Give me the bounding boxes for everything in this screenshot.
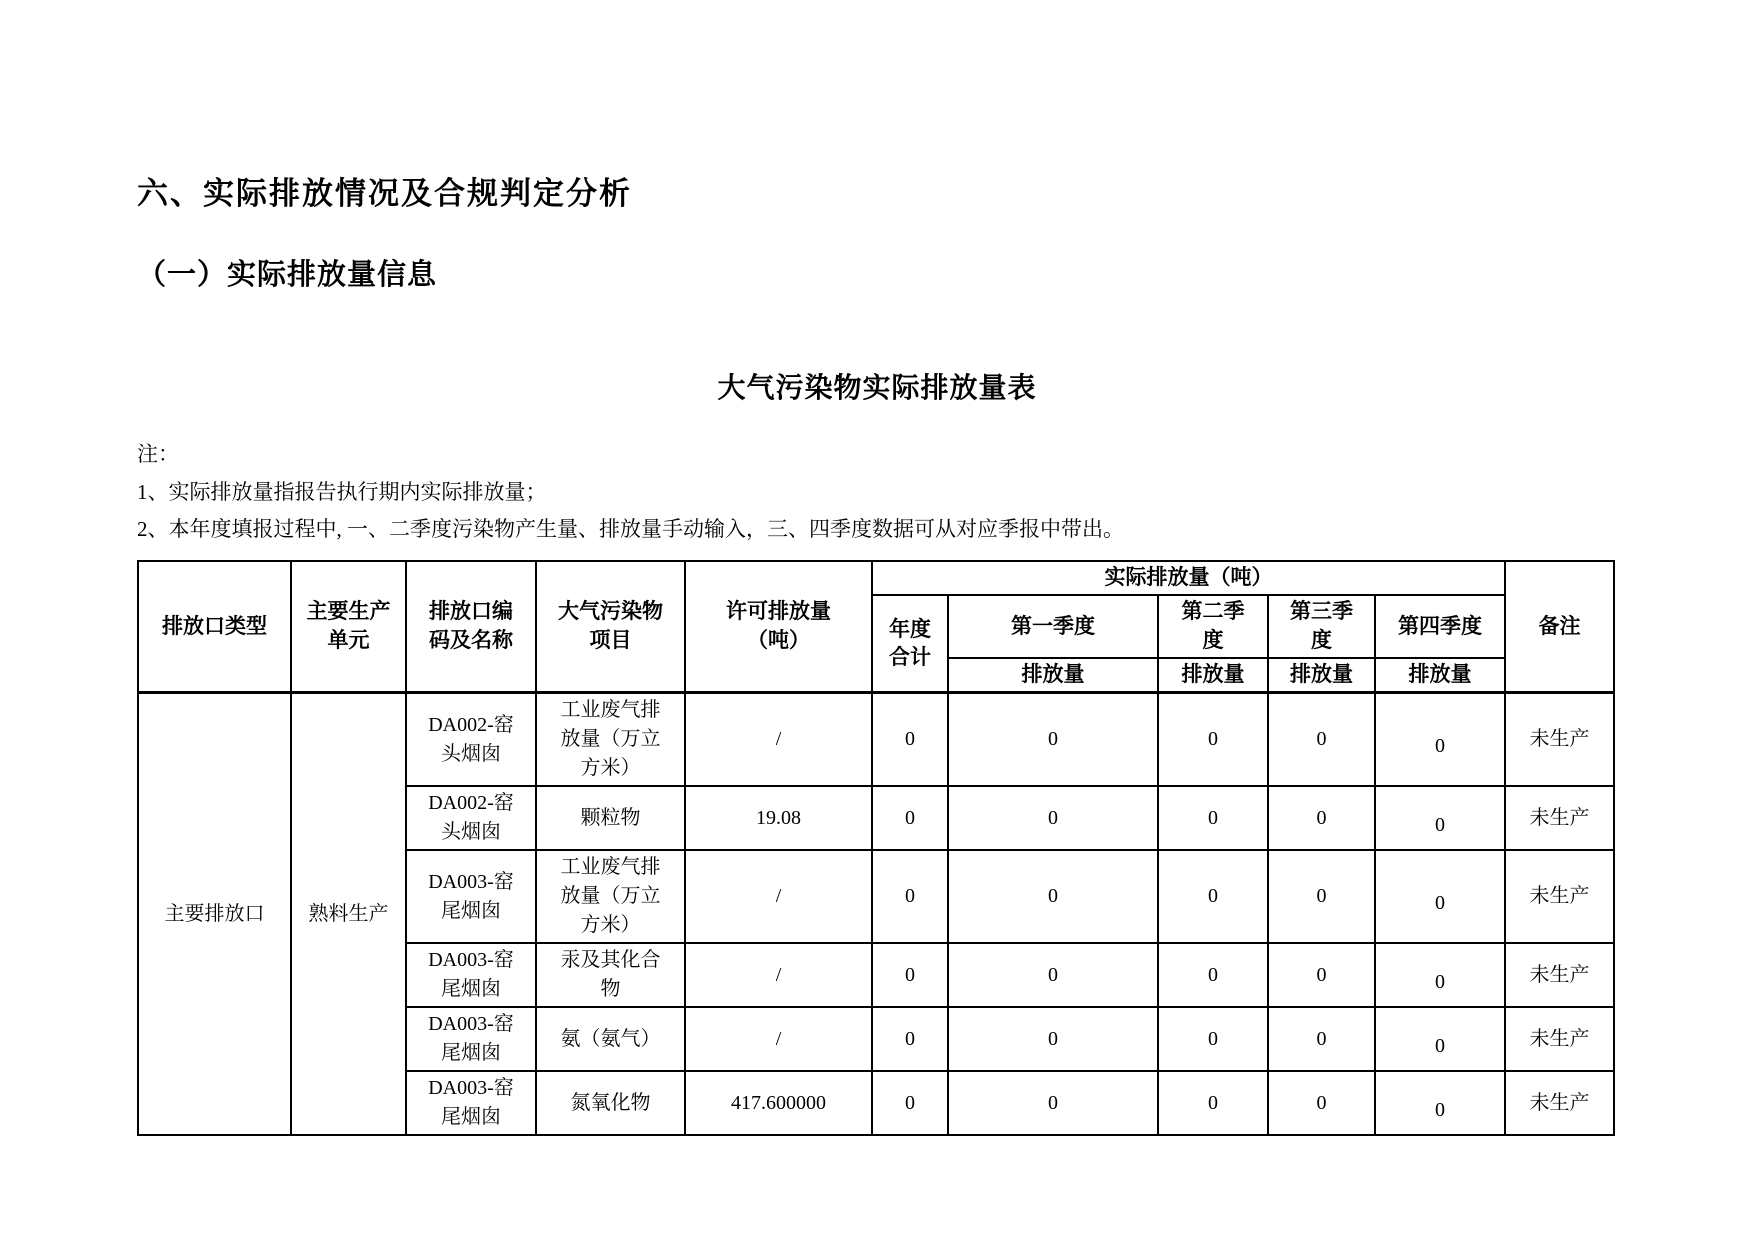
outlet-type-cell: 主要排放口 xyxy=(138,693,291,1136)
q4-emission-cell: 0 xyxy=(1375,693,1505,787)
q2-emission-cell: 0 xyxy=(1158,786,1268,850)
col-header-annual-total: 年度合计 xyxy=(872,595,948,693)
permitted-cell: / xyxy=(685,693,872,787)
permitted-cell: 417.600000 xyxy=(685,1071,872,1135)
outlet-code-cell: DA002-窑头烟囱 xyxy=(406,693,536,787)
q3-emission-cell: 0 xyxy=(1268,943,1375,1007)
remark-cell: 未生产 xyxy=(1505,693,1614,787)
pollutant-cell: 工业废气排放量（万立方米） xyxy=(536,693,685,787)
q1-emission-cell: 0 xyxy=(948,1007,1158,1071)
q2-emission-cell: 0 xyxy=(1158,1071,1268,1135)
q3-emission-cell: 0 xyxy=(1268,1071,1375,1135)
q4-emission-cell: 0 xyxy=(1375,786,1505,850)
outlet-code-cell: DA003-窑尾烟囱 xyxy=(406,1071,536,1135)
col-header-outlet-type: 排放口类型 xyxy=(138,561,291,693)
table-row xyxy=(138,693,1614,787)
col-header-q3: 第三季度 xyxy=(1268,595,1375,658)
col-header-q1-emission: 排放量 xyxy=(948,658,1158,693)
outlet-code-cell: DA003-窑尾烟囱 xyxy=(406,850,536,943)
remark-cell: 未生产 xyxy=(1505,943,1614,1007)
table-title: 大气污染物实际排放量表 xyxy=(717,372,1037,403)
q3-emission-cell: 0 xyxy=(1268,850,1375,943)
outlet-code-cell: DA002-窑头烟囱 xyxy=(406,786,536,850)
col-header-q4: 第四季度 xyxy=(1375,595,1505,658)
remark-cell: 未生产 xyxy=(1505,786,1614,850)
annual-total-cell: 0 xyxy=(872,693,948,787)
emission-table xyxy=(137,560,1615,1136)
section-heading: 六、实际排放情况及合规判定分析 xyxy=(137,176,632,211)
annual-total-cell: 0 xyxy=(872,850,948,943)
q4-emission-cell: 0 xyxy=(1375,1071,1505,1135)
pollutant-cell: 汞及其化合物 xyxy=(536,943,685,1007)
permitted-cell: / xyxy=(685,850,872,943)
col-header-remark: 备注 xyxy=(1505,561,1614,693)
col-header-q1: 第一季度 xyxy=(948,595,1158,658)
remark-cell: 未生产 xyxy=(1505,1071,1614,1135)
outlet-code-cell: DA003-窑尾烟囱 xyxy=(406,1007,536,1071)
permitted-cell: / xyxy=(685,1007,872,1071)
q2-emission-cell: 0 xyxy=(1158,693,1268,787)
pollutant-cell: 颗粒物 xyxy=(536,786,685,850)
q2-emission-cell: 0 xyxy=(1158,1007,1268,1071)
q1-emission-cell: 0 xyxy=(948,1071,1158,1135)
q4-emission-cell: 0 xyxy=(1375,850,1505,943)
note-line-2: 2、本年度填报过程中, 一、二季度污染物产生量、排放量手动输入，三、四季度数据可从对应季报中带出。 xyxy=(137,517,1124,541)
q2-emission-cell: 0 xyxy=(1158,850,1268,943)
col-header-outlet-code: 排放口编码及名称 xyxy=(406,561,536,693)
q1-emission-cell: 0 xyxy=(948,786,1158,850)
note-line-1: 1、实际排放量指报告执行期内实际排放量； xyxy=(137,480,547,504)
pollutant-cell: 氨（氨气） xyxy=(536,1007,685,1071)
col-header-actual-group: 实际排放量（吨） xyxy=(872,561,1505,595)
col-header-q4-emission: 排放量 xyxy=(1375,658,1505,693)
q4-emission-cell: 0 xyxy=(1375,943,1505,1007)
q3-emission-cell: 0 xyxy=(1268,786,1375,850)
outlet-code-cell: DA003-窑尾烟囱 xyxy=(406,943,536,1007)
q4-emission-cell: 0 xyxy=(1375,1007,1505,1071)
q2-emission-cell: 0 xyxy=(1158,943,1268,1007)
annual-total-cell: 0 xyxy=(872,1007,948,1071)
col-header-permitted: 许可排放量（吨） xyxy=(685,561,872,693)
q3-emission-cell: 0 xyxy=(1268,693,1375,787)
col-header-production-unit: 主要生产单元 xyxy=(291,561,406,693)
col-header-q2-emission: 排放量 xyxy=(1158,658,1268,693)
col-header-q3-emission: 排放量 xyxy=(1268,658,1375,693)
q1-emission-cell: 0 xyxy=(948,943,1158,1007)
annual-total-cell: 0 xyxy=(872,943,948,1007)
subsection-heading: （一）实际排放量信息 xyxy=(137,259,438,291)
remark-cell: 未生产 xyxy=(1505,1007,1614,1071)
pollutant-cell: 氮氧化物 xyxy=(536,1071,685,1135)
permitted-cell: 19.08 xyxy=(685,786,872,850)
pollutant-cell: 工业废气排放量（万立方米） xyxy=(536,850,685,943)
q1-emission-cell: 0 xyxy=(948,693,1158,787)
notes-label: 注： xyxy=(137,442,179,466)
permitted-cell: / xyxy=(685,943,872,1007)
annual-total-cell: 0 xyxy=(872,1071,948,1135)
col-header-q2: 第二季度 xyxy=(1158,595,1268,658)
q3-emission-cell: 0 xyxy=(1268,1007,1375,1071)
col-header-pollutant: 大气污染物项目 xyxy=(536,561,685,693)
production-unit-cell: 熟料生产 xyxy=(291,693,406,1136)
q1-emission-cell: 0 xyxy=(948,850,1158,943)
remark-cell: 未生产 xyxy=(1505,850,1614,943)
annual-total-cell: 0 xyxy=(872,786,948,850)
